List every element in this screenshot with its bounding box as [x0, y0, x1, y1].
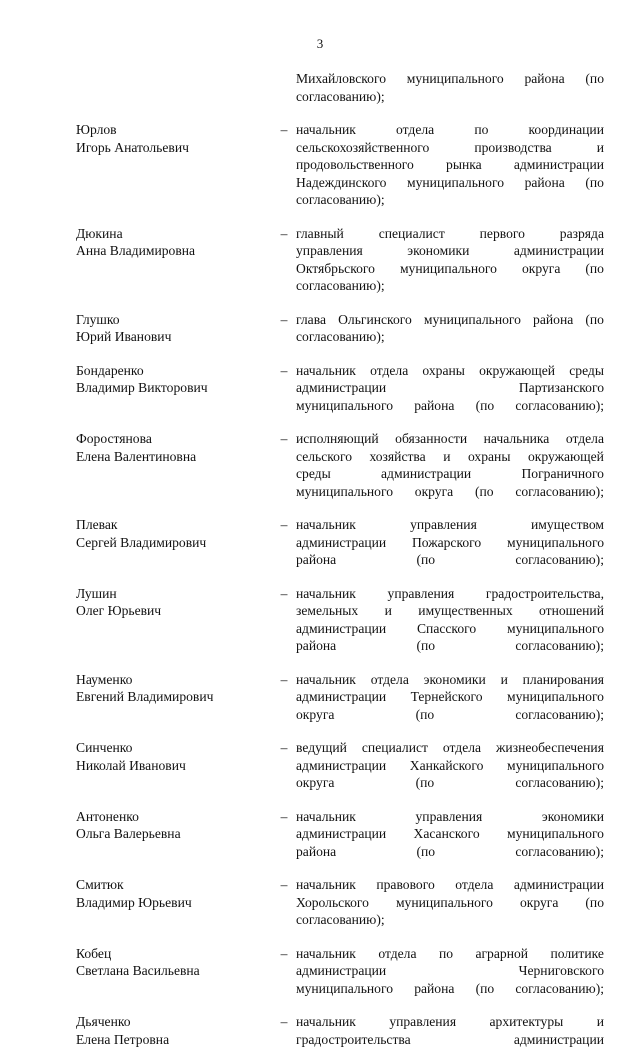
member-surname: Антоненко: [76, 808, 139, 824]
position-word: района: [533, 311, 574, 327]
member-given-names: Юрий Иванович: [76, 329, 172, 344]
position-word: (по: [585, 260, 604, 276]
entry-dash: –: [280, 225, 288, 241]
position-word: Пограничного: [521, 466, 604, 481]
member-position: [296, 1013, 604, 1048]
member-list: [0, 70, 640, 1064]
entry-dash: –: [280, 808, 288, 824]
position-word: и: [443, 448, 451, 464]
position-line: [296, 379, 604, 397]
member-given-names: Игорь Анатольевич: [76, 139, 189, 155]
entry-dash: –: [280, 945, 288, 961]
member-position: [296, 739, 604, 792]
entry-dash: [272, 70, 296, 105]
position-word: начальник: [296, 877, 356, 892]
position-word: начальник: [296, 1014, 356, 1029]
position-line: [296, 242, 604, 260]
position-word: Черниговского: [518, 963, 604, 978]
entry-dash: –: [280, 311, 288, 327]
member-entry: [0, 225, 640, 295]
position-word: (по: [585, 894, 604, 910]
position-word: среды: [296, 466, 331, 481]
position-line: [296, 430, 604, 448]
member-name: [0, 945, 272, 998]
position-word: и: [500, 671, 508, 687]
position-word: отдела: [370, 671, 409, 687]
member-name: [0, 585, 272, 655]
position-word: начальник: [296, 362, 356, 378]
entry-dash: –: [280, 585, 288, 601]
entry-dash: –: [280, 740, 288, 755]
position-word: окружающей: [527, 448, 604, 464]
position-word: Ольгинского: [338, 311, 412, 327]
member-surname: Юрлов: [76, 122, 117, 137]
position-line: района (по согласованию);: [296, 638, 604, 653]
position-word: сельскохозяйственного: [296, 139, 430, 155]
position-word: отдела: [396, 122, 435, 137]
position-line: [296, 688, 604, 706]
position-line: [296, 121, 604, 139]
position-word: администрации: [513, 157, 604, 172]
member-entry: [0, 516, 640, 569]
position-line: района (по согласованию);: [296, 843, 604, 859]
member-surname: Дьяченко: [76, 1014, 131, 1029]
member-given-names: Евгений Владимирович: [76, 689, 214, 704]
position-word: имуществом: [531, 517, 604, 532]
position-word: Спасского: [416, 620, 477, 636]
position-word: Октябрьского: [296, 260, 375, 276]
position-word: рынка: [446, 157, 482, 172]
member-surname: Бондаренко: [76, 362, 144, 378]
position-word: отношений: [539, 603, 604, 618]
position-line: района (по согласованию);: [296, 552, 604, 567]
member-surname: Науменко: [76, 671, 133, 687]
position-word: управления: [387, 585, 455, 601]
member-entry: [0, 739, 640, 792]
position-line: округа (по согласованию);: [296, 775, 604, 790]
member-name: [0, 739, 272, 792]
position-word: охраны: [467, 448, 511, 464]
position-word: специалист: [378, 225, 445, 241]
position-word: муниципального: [506, 534, 604, 550]
position-word: и: [596, 1014, 604, 1029]
position-line: [296, 894, 604, 912]
position-word: муниципального: [506, 689, 604, 704]
member-position: [296, 362, 604, 415]
position-line: [296, 876, 604, 894]
position-word: округа: [519, 894, 559, 910]
position-line: муниципального района (по согласованию);: [296, 980, 604, 996]
position-line: муниципального района (по согласованию);: [296, 397, 604, 413]
position-word: администрации: [296, 534, 387, 550]
member-entry: [0, 876, 640, 929]
position-word: производства: [474, 139, 552, 155]
position-word: округа: [521, 260, 561, 276]
member-given-names: Владимир Юрьевич: [76, 894, 192, 910]
member-position: [296, 876, 604, 929]
position-line: [296, 260, 604, 278]
member-name: [0, 808, 272, 861]
position-word: муниципального: [407, 174, 505, 190]
position-word: среды: [569, 362, 604, 378]
position-line: [296, 945, 604, 963]
member-name: [0, 225, 272, 295]
entry-dash: –: [280, 431, 288, 446]
position-word: (по: [585, 174, 604, 190]
entry-dash: –: [280, 1014, 288, 1029]
member-name: [0, 311, 272, 346]
position-line: [296, 825, 604, 843]
position-line: [296, 671, 604, 689]
position-line: [296, 139, 604, 157]
position-word: Надеждинского: [296, 174, 387, 190]
position-line: округа (по согласованию);: [296, 706, 604, 722]
position-word: Хорольского: [296, 894, 369, 910]
position-line: [296, 757, 604, 775]
member-position: [296, 671, 604, 724]
position-word: хозяйства: [369, 448, 426, 464]
position-word: муниципального: [395, 894, 493, 910]
member-entry: [0, 362, 640, 415]
member-position: [296, 945, 604, 998]
entry-dash: –: [280, 877, 288, 892]
member-entry: [0, 311, 640, 346]
position-word: отдела: [370, 362, 409, 378]
member-given-names: Светлана Васильевна: [76, 963, 200, 978]
member-name: [0, 70, 272, 105]
position-word: имущественных: [418, 603, 513, 618]
position-word: главный: [296, 225, 344, 241]
member-position: [296, 311, 604, 346]
position-word: сельского: [296, 448, 352, 464]
position-word: земельных: [296, 603, 359, 618]
member-entry: [0, 671, 640, 724]
member-position: [296, 808, 604, 861]
position-word: управления: [410, 517, 477, 532]
position-word: исполняющий: [296, 431, 379, 446]
position-word: градостроительства,: [485, 585, 604, 601]
member-entry: [0, 430, 640, 500]
position-word: отдела: [378, 945, 417, 961]
position-word: и: [596, 139, 604, 155]
member-name: [0, 430, 272, 500]
position-word: муниципального: [399, 260, 497, 276]
position-word: муниципального: [506, 757, 604, 773]
member-given-names: Сергей Владимирович: [76, 534, 207, 550]
position-word: района: [524, 174, 565, 190]
member-position: [296, 516, 604, 569]
position-word: начальника: [483, 431, 550, 446]
member-surname: Кобец: [76, 945, 112, 961]
position-line: муниципального округа (по согласованию);: [296, 483, 604, 499]
member-given-names: Елена Петровна: [76, 1031, 170, 1047]
position-word: Партизанского: [518, 380, 604, 395]
position-line: [296, 465, 604, 483]
position-word: начальник: [296, 671, 356, 687]
position-word: начальник: [296, 585, 356, 601]
position-word: архитектуры: [489, 1014, 564, 1029]
member-entry: [0, 121, 640, 209]
entry-dash: –: [280, 362, 288, 378]
position-line: [296, 962, 604, 980]
position-word: глава: [296, 311, 326, 327]
position-word: администрации: [513, 243, 604, 258]
member-given-names: Владимир Викторович: [76, 380, 208, 395]
position-word: окружающей: [479, 362, 556, 378]
member-given-names: Олег Юрьевич: [76, 603, 162, 618]
member-name: [0, 671, 272, 724]
member-position: [296, 585, 604, 655]
position-word: экономики: [407, 243, 470, 258]
position-word: администрации: [296, 826, 387, 841]
position-word: ведущий: [296, 740, 347, 755]
position-word: муниципального: [506, 620, 604, 636]
position-word: аграрной: [475, 945, 529, 961]
position-word: муниципального: [423, 311, 521, 327]
position-word: по: [438, 945, 454, 961]
position-line: [296, 602, 604, 620]
position-line: [296, 739, 604, 757]
member-given-names: Ольга Валерьевна: [76, 826, 181, 841]
position-line: [296, 808, 604, 826]
position-word: управления: [296, 243, 363, 258]
position-word: района: [524, 71, 565, 86]
member-given-names: Анна Владимировна: [76, 243, 196, 258]
entry-dash: –: [280, 122, 288, 137]
member-entry: [0, 945, 640, 998]
position-line: согласованию);: [296, 278, 385, 293]
position-word: политике: [550, 945, 604, 961]
position-word: муниципального: [506, 826, 604, 841]
position-word: продовольственного: [296, 157, 414, 172]
position-line: согласованию);: [296, 912, 385, 927]
member-surname: Плевак: [76, 517, 118, 532]
position-line: [296, 311, 604, 329]
member-surname: Форостянова: [76, 431, 152, 446]
position-line: [296, 70, 604, 88]
entry-dash: –: [280, 517, 288, 532]
page-number: 3: [316, 36, 324, 51]
position-word: администрации: [296, 620, 387, 636]
position-word: Тернейского: [410, 689, 483, 704]
member-entry: [0, 585, 640, 655]
position-word: и: [384, 603, 392, 618]
position-word: начальник: [296, 122, 356, 137]
position-word: жизнеобеспечения: [496, 740, 604, 755]
position-word: экономики: [541, 808, 604, 824]
position-word: начальник: [296, 517, 356, 532]
position-line: согласованию);: [296, 192, 385, 207]
member-name: [0, 516, 272, 569]
position-word: администрации: [296, 963, 387, 978]
member-surname: Глушко: [76, 311, 120, 327]
position-word: координации: [528, 122, 604, 137]
position-word: планирования: [522, 671, 604, 687]
member-surname: Смитюк: [76, 877, 124, 892]
member-name: [0, 362, 272, 415]
position-word: муниципального: [406, 71, 504, 86]
position-line: [296, 225, 604, 243]
entry-dash: –: [280, 671, 288, 687]
member-entry: [0, 70, 640, 105]
position-word: отдела: [565, 431, 604, 446]
position-word: начальник: [296, 945, 356, 961]
position-line: [296, 156, 604, 174]
member-name: [0, 121, 272, 209]
member-given-names: Николай Иванович: [76, 757, 186, 773]
position-word: управления: [415, 808, 483, 824]
member-entry: [0, 808, 640, 861]
position-line: [296, 620, 604, 638]
member-position: [296, 121, 604, 209]
position-word: администрации: [381, 466, 472, 481]
position-line: [296, 448, 604, 466]
position-word: экономики: [423, 671, 486, 687]
position-word: управления: [389, 1014, 457, 1029]
position-word: по: [474, 122, 489, 137]
position-word: правового: [376, 877, 435, 892]
position-word: начальник: [296, 808, 356, 824]
member-surname: Синченко: [76, 740, 133, 755]
position-word: первого: [479, 225, 525, 241]
member-entry: [0, 1013, 640, 1048]
position-word: (по: [585, 71, 604, 86]
position-word: администрации: [513, 877, 604, 892]
position-word: Хасанского: [413, 826, 480, 841]
member-position: [296, 225, 604, 295]
position-word: специалист: [361, 740, 428, 755]
position-word: администрации: [296, 757, 387, 773]
member-surname: Дюкина: [76, 225, 123, 241]
position-line: согласованию);: [296, 329, 385, 344]
member-name: [0, 1013, 272, 1048]
member-position: [296, 70, 604, 105]
position-word: Ханкайского: [409, 757, 484, 773]
position-word: обязанности: [395, 431, 468, 446]
position-word: (по: [585, 311, 604, 327]
position-line: [296, 362, 604, 380]
position-line: [296, 585, 604, 603]
member-position: [296, 430, 604, 500]
position-word: администрации: [296, 380, 387, 395]
position-line: [296, 534, 604, 552]
position-line: согласованию);: [296, 88, 385, 104]
position-word: Пожарского: [411, 534, 482, 550]
position-line: [296, 516, 604, 534]
position-word: администрации: [296, 689, 387, 704]
member-name: [0, 876, 272, 929]
position-line: градостроительства администрации: [296, 1031, 604, 1047]
position-line: [296, 174, 604, 192]
position-line: [296, 1013, 604, 1031]
position-word: отдела: [455, 877, 494, 892]
position-word: отдела: [442, 740, 482, 755]
position-word: охраны: [422, 362, 465, 378]
position-word: разряда: [559, 225, 604, 241]
member-given-names: Елена Валентиновна: [76, 448, 197, 464]
position-word: Михайловского: [296, 71, 386, 86]
member-surname: Лушин: [76, 585, 117, 601]
